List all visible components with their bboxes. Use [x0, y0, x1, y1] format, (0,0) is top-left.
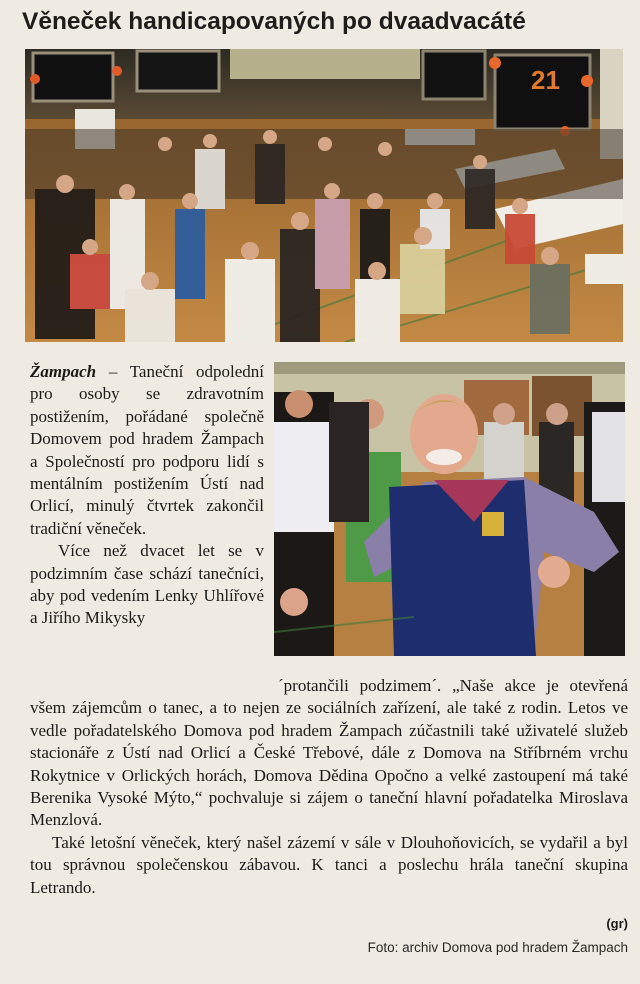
photo-credit: Foto: archiv Domova pod hradem Žampach: [367, 940, 628, 955]
paragraph-2-tail-text: ´protančili podzimem´. „Naše akce je otevřená: [278, 676, 628, 695]
headline: Věneček handicapovaných po dvaadvacáté: [22, 8, 526, 35]
paragraph-3: Také letošní věneček, který našel zázemí v sále v Dlouhoňovicích, se vydařil a byl tou správnou společenskou zábavou. K tanci a poslechu hrála taneční skupina Letrando.: [30, 832, 628, 897]
dateline: Žampach: [30, 362, 97, 381]
author-signature: (gr): [606, 916, 628, 931]
wall-number-21: 21: [531, 65, 560, 95]
paragraph-1-text: – Taneční odpolední pro osoby se zdravotním postižením, pořádané společně Domovem pod hradem Žampach a Společností pro podporu lidí s mentálním postižením Ústí nad Orlicí, minulý čtvrtek zakončil tradiční věneček.: [30, 362, 264, 538]
article-column: [30, 361, 264, 630]
dancer-photo: [274, 362, 625, 656]
paragraph-2-start: Více než dvacet let se v podzimním čase schází tanečníci, aby pod vedením Lenky Uhlířové a Jiřího Mikysky: [30, 541, 264, 628]
dance-hall-photo: [25, 49, 623, 342]
article-wide-text: [30, 675, 628, 899]
paragraph-1: [30, 361, 264, 540]
paragraph-2-continued: [30, 675, 628, 832]
paragraph-2-wide-text: všem zájemcům o tanec, a to nejen ze sociálních zařízení, ale také z rodin. Letos ve vedle pořadatelského Domova pod hradem Žampach zúčastnili také uživatelé služeb stacionáře z Ústí nad Orlicí a České Třebové, dále z Domova na Stříbrném vrchu Rokytnice v Orlických horách, Domova Dědina Opočno a velké zastoupení má také Berenika Vysoké Mýto,“ pochvaluje si zájem o taneční hlavní pořadatelka Miroslava Menzlová.: [30, 698, 628, 830]
